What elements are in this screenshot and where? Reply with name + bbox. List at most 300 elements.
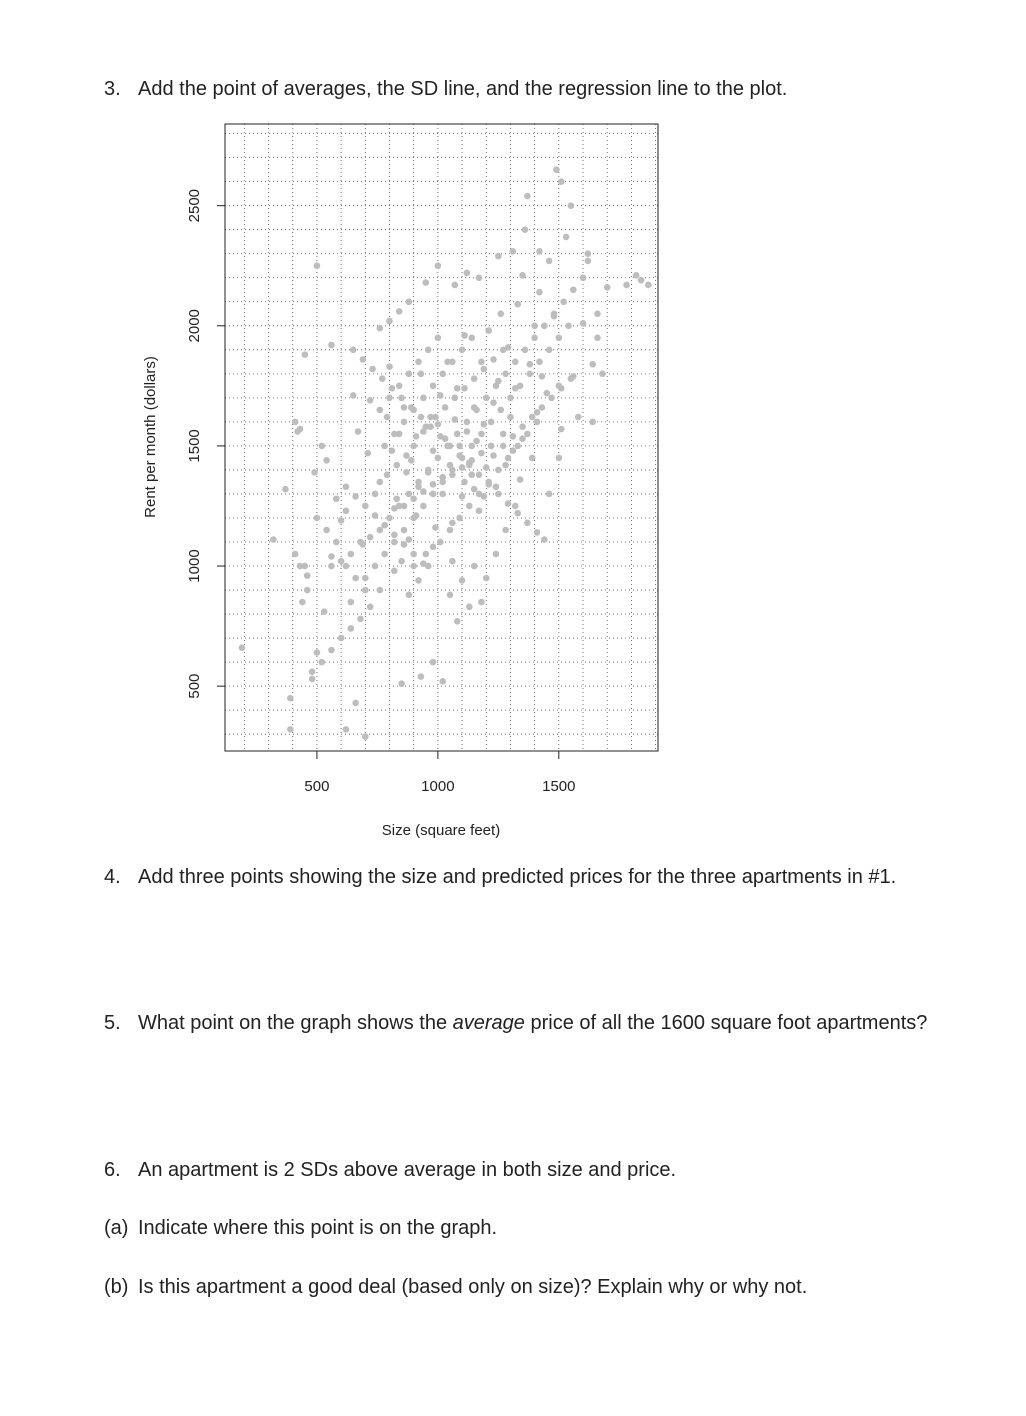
data-point [589,361,596,368]
question-text: Indicate where this point is on the graph. [138,1217,498,1239]
question-number: 5. [104,1012,121,1034]
question-text-part: price of all the 1600 square foot apartments? [524,1012,928,1034]
data-point [406,298,413,305]
data-point [401,541,408,548]
data-point [430,383,437,390]
data-point [439,474,446,481]
data-point [437,433,444,440]
data-point [476,274,483,281]
data-point [512,359,519,366]
data-point [420,488,427,495]
data-point [512,503,519,510]
data-point [529,455,536,462]
data-point [430,491,437,498]
data-point [468,457,475,464]
data-point [464,428,471,435]
data-point [292,551,299,558]
x-tick-label: 1000 [421,778,455,795]
data-point [389,385,396,392]
data-point [377,325,384,332]
data-point [287,695,294,702]
data-point [321,608,328,615]
data-point [328,553,335,560]
data-point [473,438,480,445]
data-point [531,322,538,329]
data-point [420,560,427,567]
data-point [270,536,277,543]
data-point [599,371,606,378]
data-point [413,433,420,440]
data-point [364,450,371,457]
data-point [551,310,558,317]
data-point [403,469,410,476]
data-point [432,524,439,531]
data-point [381,443,388,450]
data-point [425,347,432,354]
data-point [343,483,350,490]
data-point [357,539,364,546]
data-point [352,700,359,707]
x-axis-label: Size (square feet) [381,822,501,839]
data-point [478,450,485,457]
y-axis [186,189,225,699]
data-point [435,421,442,428]
data-point [309,668,316,675]
data-point [507,395,514,402]
data-point [379,375,386,382]
data-point [432,414,439,421]
data-point [343,507,350,514]
data-point [439,371,446,378]
data-point [524,519,531,526]
data-point [347,625,354,632]
data-point [418,371,425,378]
data-point [396,383,403,390]
data-point [488,419,495,426]
data-point [594,310,601,317]
data-point [483,575,490,582]
data-point [386,363,393,370]
data-point [534,529,541,536]
data-point [589,419,596,426]
data-point [314,649,321,656]
y-axis-label: Rent per month (dollars) [142,356,159,518]
data-point [553,166,560,173]
data-point [401,404,408,411]
data-point [490,399,497,406]
data-point [452,416,459,423]
data-point [304,572,311,579]
data-point [338,558,345,565]
data-point [536,289,543,296]
data-point [386,515,393,522]
data-point [350,392,357,399]
data-point [505,500,512,507]
data-point [311,469,318,476]
data-point [369,366,376,373]
data-point [449,519,456,526]
data-point [490,452,497,459]
data-point [302,351,309,358]
data-point [502,462,509,469]
data-points [239,166,652,740]
data-point [435,455,442,462]
data-point [556,335,563,342]
data-point [519,272,526,279]
x-axis [304,751,575,795]
data-point [461,385,468,392]
data-point [297,563,304,570]
data-point [645,282,652,289]
data-point [338,635,345,642]
data-point [318,659,325,666]
data-point [575,414,582,421]
data-point [497,310,504,317]
data-point [410,515,417,522]
data-point [449,471,456,478]
data-point [483,395,490,402]
question-text: Add the point of averages, the SD line, and the regression line to the plot. [138,78,788,100]
data-point [328,563,335,570]
data-point [464,270,471,277]
data-point [420,395,427,402]
data-point [367,397,374,404]
data-point [430,544,437,551]
data-point [377,527,384,534]
data-point [393,495,400,502]
data-point [464,419,471,426]
data-point [466,604,473,611]
data-point [456,443,463,450]
data-point [430,659,437,666]
data-point [398,558,405,565]
data-point [495,467,502,474]
data-point [497,407,504,414]
data-point [468,471,475,478]
data-point [386,395,393,402]
data-point [522,226,529,233]
data-point [546,491,553,498]
data-point [355,428,362,435]
data-point [323,457,330,464]
question-number: (b) [104,1276,129,1298]
data-point [514,443,521,450]
data-point [415,359,422,366]
data-point [478,431,485,438]
data-point [367,604,374,611]
data-point [580,320,587,327]
data-point [524,431,531,438]
data-point [594,335,601,342]
data-point [493,483,500,490]
question-text: Add three points showing the size and predicted prices for the three apartments in #1. [138,866,897,888]
data-point [422,551,429,558]
data-point [447,592,454,599]
data-point [318,443,325,450]
data-point [347,551,354,558]
data-point [476,471,483,478]
data-point [422,423,429,430]
data-point [372,563,379,570]
data-point [454,618,461,625]
data-point [558,178,565,185]
data-point [519,423,526,430]
data-point [529,414,536,421]
data-point [401,419,408,426]
data-point [239,644,246,651]
data-point [396,308,403,315]
x-tick-label: 1500 [542,778,576,795]
data-point [384,414,391,421]
data-point [328,647,335,654]
data-point [585,258,592,265]
data-point [478,599,485,606]
data-point [510,433,517,440]
data-point [360,356,367,363]
data-point [471,486,478,493]
data-point [517,383,524,390]
data-point [456,515,463,522]
data-point [522,347,529,354]
data-point [415,479,422,486]
emphasis-text: average [452,1012,525,1034]
data-point [410,551,417,558]
data-point [437,392,444,399]
data-point [546,347,553,354]
data-point [604,284,611,291]
data-point [531,335,538,342]
data-point [299,599,306,606]
data-point [483,464,490,471]
data-point [372,491,379,498]
data-point [505,455,512,462]
data-point [514,301,521,308]
data-point [333,495,340,502]
data-point [493,551,500,558]
data-point [418,414,425,421]
data-point [425,467,432,474]
data-point [292,419,299,426]
data-point [333,539,340,546]
data-point [347,599,354,606]
data-point [536,359,543,366]
data-point [406,592,413,599]
question-text [138,1008,998,1038]
data-point [546,258,553,265]
data-point [367,534,374,541]
data-point [510,248,517,255]
data-point [309,676,316,683]
y-tick-label: 1000 [186,549,203,583]
data-point [476,507,483,514]
data-point [430,481,437,488]
data-point [391,431,398,438]
data-point [362,503,369,510]
data-point [580,274,587,281]
data-point [449,359,456,366]
data-point [401,527,408,534]
data-point [495,491,502,498]
data-point [481,421,488,428]
data-point [357,616,364,623]
data-point [548,395,555,402]
data-point [495,253,502,260]
data-point [519,435,526,442]
data-point [442,404,449,411]
data-point [541,322,548,329]
question-text: Is this apartment a good deal (based only on size)? Explain why or why not. [138,1276,808,1298]
data-point [297,426,304,433]
data-point [568,202,575,209]
data-point [539,404,546,411]
data-point [543,390,550,397]
data-point [408,457,415,464]
data-point [485,479,492,486]
data-point [398,395,405,402]
data-point [534,419,541,426]
data-point [352,493,359,500]
data-point [422,279,429,286]
data-point [473,407,480,414]
data-point [393,462,400,469]
data-point [449,558,456,565]
data-point [556,455,563,462]
data-point [526,371,533,378]
data-point [314,515,321,522]
data-point [415,577,422,584]
data-point [418,673,425,680]
data-point [490,356,497,363]
data-point [372,512,379,519]
data-point [350,347,357,354]
data-point [502,527,509,534]
data-point [524,193,531,200]
data-point [386,318,393,325]
data-point [459,347,466,354]
data-point [517,476,524,483]
data-point [558,426,565,433]
data-point [435,262,442,269]
question-number: 6. [104,1159,121,1181]
data-point [471,563,478,570]
data-point [456,452,463,459]
data-point [485,327,492,334]
question-number: 4. [104,866,121,888]
data-point [560,298,567,305]
data-point [439,678,446,685]
data-point [623,282,630,289]
data-point [468,443,475,450]
data-point [406,536,413,543]
data-point [481,366,488,373]
data-point [343,563,350,570]
data-point [314,262,321,269]
y-tick-label: 1500 [186,429,203,463]
data-point [435,335,442,342]
data-point [406,491,413,498]
data-point [500,347,507,354]
data-point [328,342,335,349]
data-point [323,527,330,534]
data-point [430,447,437,454]
data-point [454,431,461,438]
data-point [352,575,359,582]
data-point [510,447,517,454]
data-point [391,568,398,575]
data-point [452,395,459,402]
data-point [541,536,548,543]
data-point [343,726,350,733]
data-point [439,491,446,498]
data-point [478,359,485,366]
data-point [563,234,570,241]
data-point [454,385,461,392]
data-point [389,447,396,454]
data-point [466,503,473,510]
y-tick-label: 2500 [186,188,203,223]
data-point [570,286,577,293]
question-text: An apartment is 2 SDs above average in both size and price. [138,1159,677,1181]
data-point [398,680,405,687]
data-point [410,443,417,450]
data-point [500,431,507,438]
data-point [287,726,294,733]
data-point [377,479,384,486]
data-point [447,527,454,534]
data-point [471,375,478,382]
data-point [536,248,543,255]
data-point [514,510,521,517]
data-point [304,587,311,594]
data-point [459,464,466,471]
data-point [362,575,369,582]
y-tick-label: 500 [186,673,203,699]
data-point [410,407,417,414]
data-point [401,503,408,510]
x-tick-label: 500 [304,778,330,795]
data-point [459,577,466,584]
data-point [377,587,384,594]
data-point [558,385,565,392]
data-point [391,539,398,546]
data-point [447,443,454,450]
data-point [534,409,541,416]
question-number: 3. [104,78,121,100]
data-point [500,443,507,450]
question-text-part: What point on the graph shows the [138,1012,453,1034]
data-point [526,361,533,368]
data-point [638,277,645,284]
data-point [410,495,417,502]
data-point [585,250,592,257]
data-point [420,503,427,510]
data-point [391,531,398,538]
data-point [468,335,475,342]
data-point [502,371,509,378]
data-point [282,486,289,493]
data-point [406,371,413,378]
data-point [381,522,388,529]
data-point [461,332,468,339]
data-point [410,563,417,570]
data-point [507,414,514,421]
data-point [568,375,575,382]
data-point [461,479,468,486]
y-tick-label: 2000 [186,309,203,343]
data-point [362,587,369,594]
data-point [377,407,384,414]
data-point [384,471,391,478]
